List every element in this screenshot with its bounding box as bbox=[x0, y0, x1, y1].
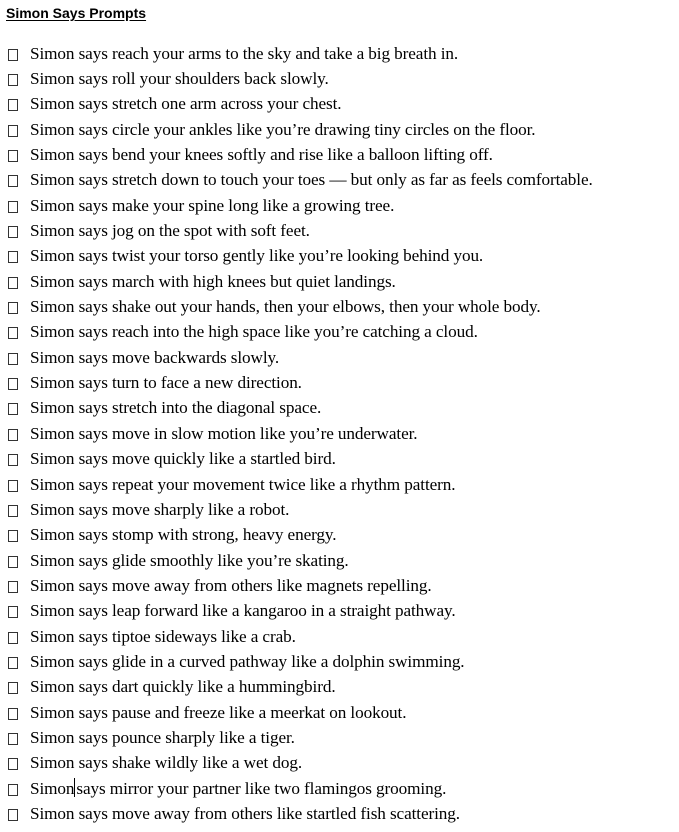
checkbox[interactable] bbox=[8, 530, 18, 542]
checklist-item-text: Simon says jog on the spot with soft feet. bbox=[30, 221, 310, 241]
checklist-item-text: Simon says glide smoothly like you’re skating. bbox=[30, 550, 349, 570]
checkbox[interactable] bbox=[8, 606, 18, 618]
checklist-item bbox=[0, 725, 679, 750]
checklist-item bbox=[0, 447, 679, 472]
checkbox[interactable] bbox=[8, 226, 18, 238]
checkbox[interactable] bbox=[8, 150, 18, 162]
checklist-item bbox=[0, 41, 679, 66]
checklist-item bbox=[0, 66, 679, 91]
checkbox[interactable] bbox=[8, 480, 18, 492]
checklist-item-text: Simon says mirror your partner like two flamingos grooming. bbox=[30, 778, 447, 798]
checklist-item-text: Simon says twist your torso gently like you’re looking behind you. bbox=[30, 246, 484, 266]
checklist-item-text: Simon says shake wildly like a wet dog. bbox=[30, 753, 303, 773]
checklist-item bbox=[0, 218, 679, 243]
checklist-item bbox=[0, 269, 679, 294]
checkbox[interactable] bbox=[8, 251, 18, 263]
checklist-item bbox=[0, 776, 679, 801]
checklist-item bbox=[0, 421, 679, 446]
checkbox[interactable] bbox=[8, 353, 18, 365]
checklist-item-text: Simon says move sharply like a robot. bbox=[30, 499, 290, 519]
checkbox[interactable] bbox=[8, 809, 18, 821]
checklist-item-text: Simon says circle your ankles like you’re drawing tiny circles on the floor. bbox=[30, 119, 536, 139]
checklist-item bbox=[0, 675, 679, 700]
checklist-item bbox=[0, 396, 679, 421]
checklist-item-text: Simon says move in slow motion like you’re underwater. bbox=[30, 423, 418, 443]
checkbox[interactable] bbox=[8, 378, 18, 390]
checklist-item bbox=[0, 92, 679, 117]
checkbox[interactable] bbox=[8, 74, 18, 86]
checklist-item bbox=[0, 624, 679, 649]
checklist-item bbox=[0, 294, 679, 319]
checkbox[interactable] bbox=[8, 302, 18, 314]
checkbox[interactable] bbox=[8, 784, 18, 796]
prompt-checklist bbox=[0, 41, 679, 827]
checklist-item bbox=[0, 497, 679, 522]
checklist-item-text: Simon says move away from others like startled fish scattering. bbox=[30, 803, 460, 823]
checklist-item bbox=[0, 370, 679, 395]
checklist-item bbox=[0, 193, 679, 218]
checkbox[interactable] bbox=[8, 556, 18, 568]
checkbox[interactable] bbox=[8, 125, 18, 137]
checklist-item bbox=[0, 320, 679, 345]
checklist-item bbox=[0, 523, 679, 548]
checklist-item-text: Simon says move quickly like a startled bird. bbox=[30, 449, 336, 469]
checklist-item bbox=[0, 472, 679, 497]
checkbox[interactable] bbox=[8, 632, 18, 644]
checklist-item-text: Simon says tiptoe sideways like a crab. bbox=[30, 626, 296, 646]
checklist-item-text: Simon says make your spine long like a growing tree. bbox=[30, 195, 395, 215]
checklist-item bbox=[0, 117, 679, 142]
checklist-item-text: Simon says pounce sharply like a tiger. bbox=[30, 727, 295, 747]
checklist-item-text: Simon says turn to face a new direction. bbox=[30, 373, 302, 393]
checklist-item-text: Simon says stretch into the diagonal space. bbox=[30, 398, 322, 418]
checklist-item bbox=[0, 168, 679, 193]
checkbox[interactable] bbox=[8, 454, 18, 466]
checkbox[interactable] bbox=[8, 429, 18, 441]
checklist-item bbox=[0, 700, 679, 725]
checklist-item-text: Simon says shake out your hands, then your elbows, then your whole body. bbox=[30, 297, 541, 317]
checkbox[interactable] bbox=[8, 49, 18, 61]
checklist-item-text: Simon says roll your shoulders back slowly. bbox=[30, 69, 329, 89]
checklist-item bbox=[0, 548, 679, 573]
checklist-item-text: Simon says dart quickly like a hummingbird. bbox=[30, 677, 336, 697]
checklist-item-text: Simon says reach into the high space like you’re catching a cloud. bbox=[30, 322, 478, 342]
checklist-item bbox=[0, 649, 679, 674]
checklist-item-text: Simon says stretch down to touch your toes — but only as far as feels comfortable. bbox=[30, 170, 593, 190]
document-title: Simon Says Prompts bbox=[6, 5, 147, 21]
checklist-item bbox=[0, 751, 679, 776]
checklist-item-text: Simon says pause and freeze like a meerkat on lookout. bbox=[30, 702, 407, 722]
checklist-item-text: Simon says stretch one arm across your chest. bbox=[30, 94, 342, 114]
checklist-item-text: Simon says glide in a curved pathway like a dolphin swimming. bbox=[30, 651, 465, 671]
checklist-item-text: Simon says stomp with strong, heavy energy. bbox=[30, 525, 337, 545]
checkbox[interactable] bbox=[8, 175, 18, 187]
checkbox[interactable] bbox=[8, 708, 18, 720]
checklist-item-text: Simon says move away from others like magnets repelling. bbox=[30, 575, 432, 595]
checkbox[interactable] bbox=[8, 657, 18, 669]
checklist-item-text: Simon says bend your knees softly and rise like a balloon lifting off. bbox=[30, 145, 493, 165]
checklist-item bbox=[0, 142, 679, 167]
checkbox[interactable] bbox=[8, 505, 18, 517]
checklist-item bbox=[0, 599, 679, 624]
checklist-item bbox=[0, 345, 679, 370]
checklist-item bbox=[0, 244, 679, 269]
checkbox[interactable] bbox=[8, 758, 18, 770]
checklist-item-text: Simon says move backwards slowly. bbox=[30, 347, 280, 367]
checkbox[interactable] bbox=[8, 277, 18, 289]
checkbox[interactable] bbox=[8, 403, 18, 415]
checklist-item bbox=[0, 801, 679, 826]
checkbox[interactable] bbox=[8, 733, 18, 745]
checklist-item-text: Simon says reach your arms to the sky and take a big breath in. bbox=[30, 43, 459, 63]
checkbox[interactable] bbox=[8, 682, 18, 694]
checkbox[interactable] bbox=[8, 99, 18, 111]
text-cursor bbox=[74, 778, 75, 797]
checklist-item-text: Simon says leap forward like a kangaroo in a straight pathway. bbox=[30, 601, 456, 621]
checklist-item bbox=[0, 573, 679, 598]
checkbox[interactable] bbox=[8, 581, 18, 593]
checkbox[interactable] bbox=[8, 327, 18, 339]
checklist-item-text: Simon says march with high knees but quiet landings. bbox=[30, 271, 396, 291]
checklist-item-text: Simon says repeat your movement twice like a rhythm pattern. bbox=[30, 474, 456, 494]
checkbox[interactable] bbox=[8, 201, 18, 213]
